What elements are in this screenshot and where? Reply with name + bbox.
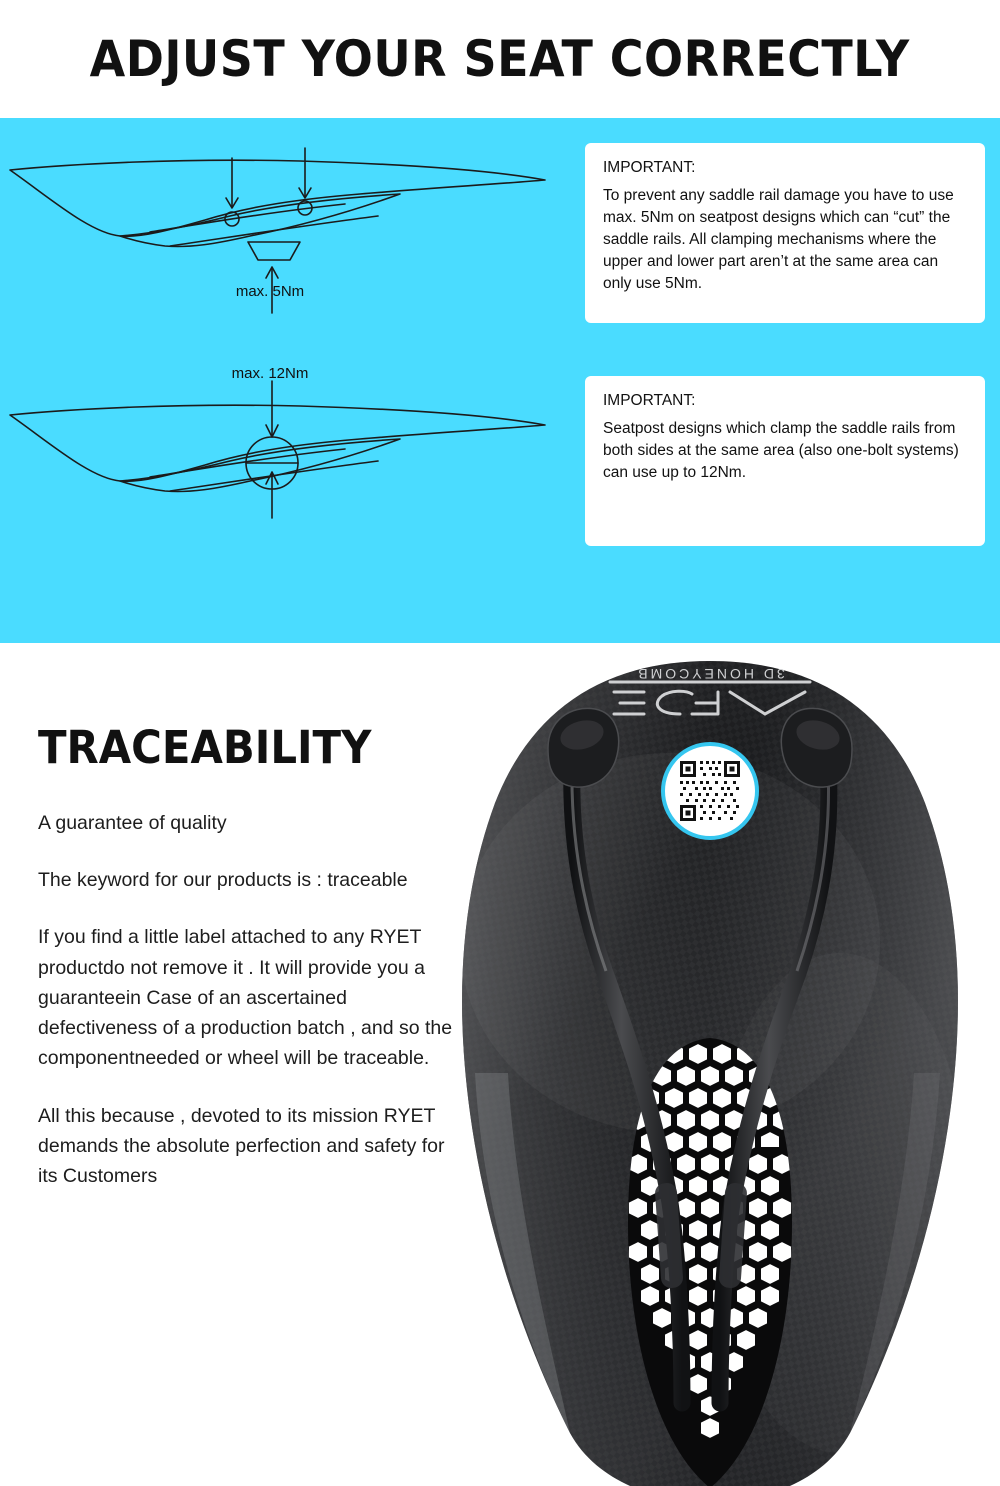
saddle-outline-svg-12nm [0, 353, 570, 578]
traceability-paragraph-2: The keyword for our products is : traceable [38, 869, 408, 892]
note-body: Seatpost designs which clamp the saddle rails from both sides at the same area (also one-bolt systems) can use up to 12Nm. [603, 420, 959, 481]
qr-code-badge[interactable] [663, 744, 757, 838]
torque-instruction-panel [0, 118, 1000, 643]
page-title: ADJUST YOUR SEAT CORRECTLY [89, 30, 910, 88]
note-body: To prevent any saddle rail damage you have to use max. 5Nm on seatpost designs which can “cut” the saddle rails. All clamping mechanisms where the upper and lower part aren’t at the same area can only use 5Nm. [603, 187, 954, 292]
traceability-paragraph-3: If you find a little label attached to any RYET productdo not remove it . It will provide you a guaranteein Case of an ascertained defectiveness of a production batch , and so the componentneeded or wheel will be traceable. [38, 926, 453, 1070]
note-card-5nm [585, 143, 985, 323]
saddle-photo-svg [420, 643, 1000, 1486]
traceability-title: TRACEABILITY [38, 721, 372, 774]
note-title: IMPORTANT: [603, 159, 696, 176]
page-header [0, 0, 1000, 118]
note-title: IMPORTANT: [603, 392, 696, 409]
traceability-section [0, 643, 1000, 1486]
saddle-product-photo [420, 643, 1000, 1486]
note-card-12nm [585, 376, 985, 546]
torque-label-5nm: max. 5Nm [235, 283, 305, 300]
torque-label-12nm: max. 12Nm [231, 365, 309, 382]
qr-code-icon [678, 759, 742, 823]
traceability-paragraph-1: A guarantee of quality [38, 812, 227, 834]
brand-subtext-label: 3D HONEYCOMB [635, 666, 785, 682]
traceability-text-block [38, 721, 468, 1191]
saddle-outline-svg-5nm [0, 128, 570, 343]
saddle-diagram-5nm [0, 128, 570, 343]
traceability-paragraph-4: All this because , devoted to its mission RYET demands the absolute perfection and safety for its Customers [38, 1104, 445, 1187]
saddle-diagram-12nm [0, 353, 570, 578]
